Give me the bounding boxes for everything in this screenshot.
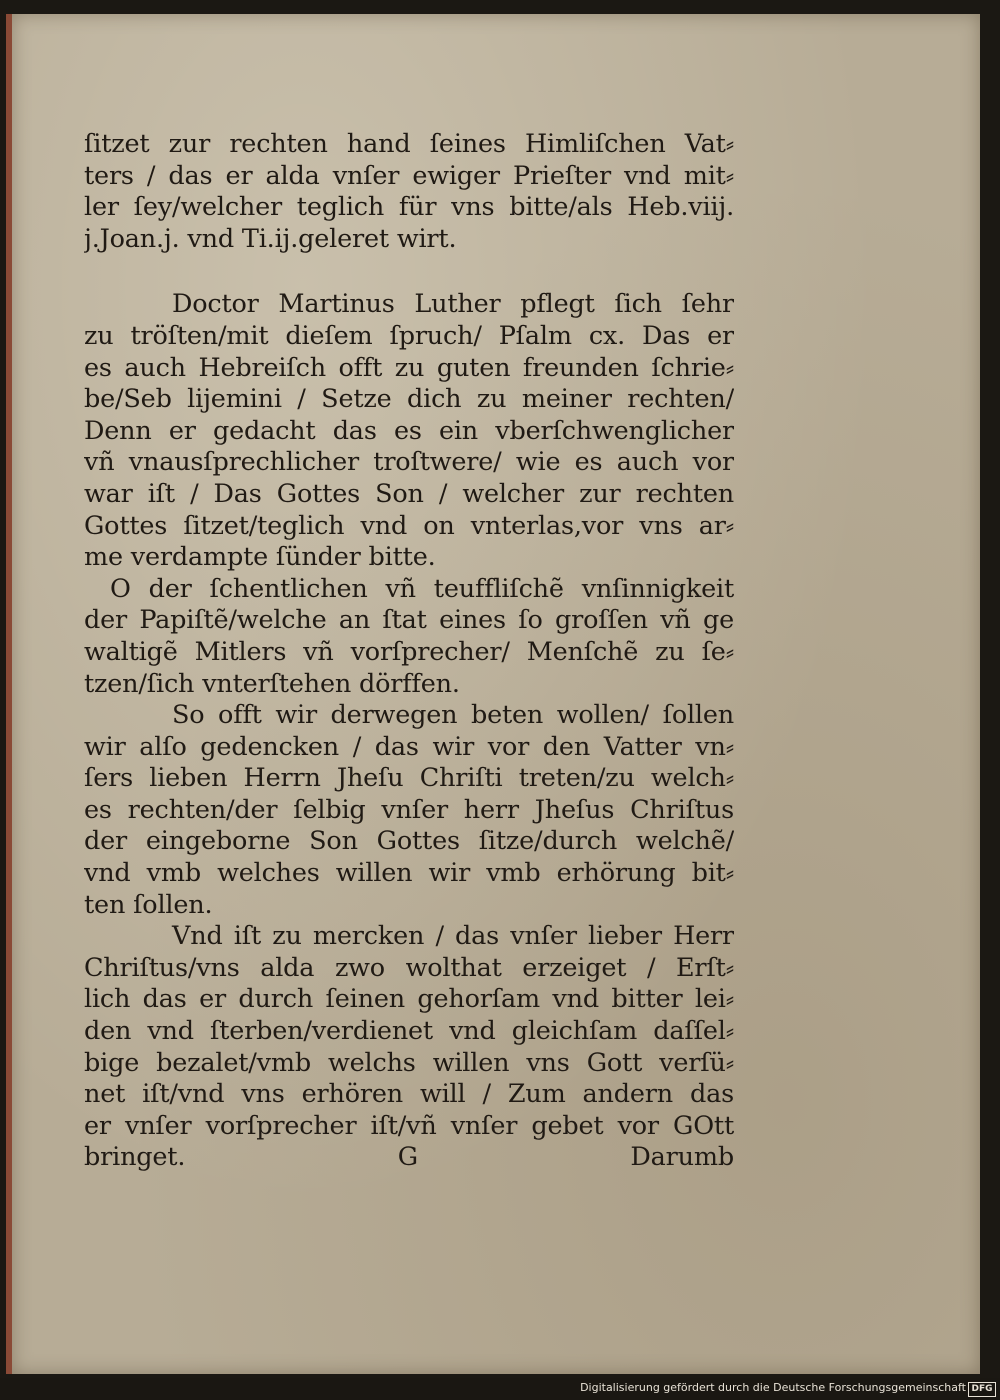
- text-line: Vnd iſt zu mercken / das vnſer lieber Herr: [172, 921, 734, 952]
- text-line: wir alſo gedencken / das wir vor den Vatter vn⸗: [84, 731, 734, 762]
- paragraph-5: [84, 921, 734, 1174]
- paragraph-2: [84, 289, 734, 573]
- text-line: der eingeborne Son Gottes ſitze/durch welchẽ/: [84, 826, 734, 857]
- funding-credit: Digitalisierung gefördert durch die Deutsche Forschungsgemeinschaft: [580, 1381, 966, 1394]
- text-line: ſitzet zur rechten hand ſeines Himliſchen Vat⸗: [84, 129, 734, 159]
- text-line: Doctor Martinus Luther pflegt ſich ſehr: [172, 289, 734, 320]
- last-word: bringet.: [84, 1142, 186, 1173]
- page-text: [84, 129, 734, 1174]
- text-line: lich das er durch ſeinen gehorſam vnd bitter lei⸗: [84, 984, 734, 1015]
- text-line: zu tröſten/mit dieſem ſpruch/ Pſalm cx. Das er: [84, 320, 734, 351]
- text-line: bige bezalet/vmb welchs willen vns Gott verſü⸗: [84, 1047, 734, 1078]
- text-line: be/Seb lijemini / Setze dich zu meiner rechten/: [84, 384, 734, 415]
- text-line: der Papiſtẽ/welche an ſtat eines ſo groſſen vñ ge: [84, 605, 734, 636]
- last-line: [84, 1142, 734, 1174]
- text-line: O der ſchentlichen vñ teuffliſchẽ vnſinnigkeit: [110, 573, 734, 604]
- catchword: Darumb: [630, 1142, 734, 1173]
- paragraph-3: [84, 574, 734, 700]
- text-line: ler ſey/welcher teglich für vns bitte/als Heb.viij.: [84, 192, 734, 223]
- text-line: Denn er gedacht das es ein vberſchwenglicher: [84, 415, 734, 446]
- text-line: tzen/ſich vnterſtehen dörffen.: [84, 668, 460, 699]
- text-line: ters / das er alda vnſer ewiger Prieſter vnd mit⸗: [84, 160, 734, 191]
- text-line: er vnſer vorſprecher iſt/vñ vnſer gebet vor GOtt: [84, 1110, 734, 1141]
- text-line: me verdampte ſünder bitte.: [84, 542, 436, 573]
- paragraph-4: [84, 700, 734, 921]
- text-line: war iſt / Das Gottes Son / welcher zur rechten: [84, 478, 734, 509]
- text-line: vnd vmb welches willen wir vmb erhörung bit⸗: [84, 858, 734, 889]
- text-line: j.Joan.j. vnd Ti.ij.geleret wirt.: [84, 223, 457, 254]
- text-line: Gottes ſitzet/teglich vnd on vnterlas,vor vns ar⸗: [84, 510, 734, 541]
- text-line: waltigẽ Mitlers vñ vorſprecher/ Menſchẽ zu ſe⸗: [84, 636, 734, 667]
- text-line: vñ vnausſprechlicher troſtwere/ wie es auch vor: [84, 447, 734, 478]
- text-line: den vnd ſterben/verdienet vnd gleichſam daſſel⸗: [84, 1016, 734, 1047]
- text-line: So offt wir derwegen beten wollen/ ſollen: [172, 700, 734, 731]
- paragraph-1: [84, 129, 734, 255]
- text-line: es auch Hebreiſch offt zu guten freunden ſchrie⸗: [84, 352, 734, 383]
- text-line: net iſt/vnd vns erhören will / Zum andern das: [84, 1079, 734, 1110]
- text-line: Chriſtus/vns alda zwo wolthat erzeiget / Erſt⸗: [84, 952, 734, 983]
- text-line: es rechten/der ſelbig vnſer herr Jheſus Chriſtus: [84, 794, 734, 825]
- signature-mark: G: [397, 1142, 418, 1173]
- book-page: [6, 14, 980, 1374]
- text-line: ten ſollen.: [84, 889, 213, 920]
- paragraph-gap: [84, 255, 734, 289]
- text-line: ſers lieben Herrn Jheſu Chriſti treten/zu welch⸗: [84, 763, 734, 794]
- dfg-logo: DFG: [968, 1382, 996, 1397]
